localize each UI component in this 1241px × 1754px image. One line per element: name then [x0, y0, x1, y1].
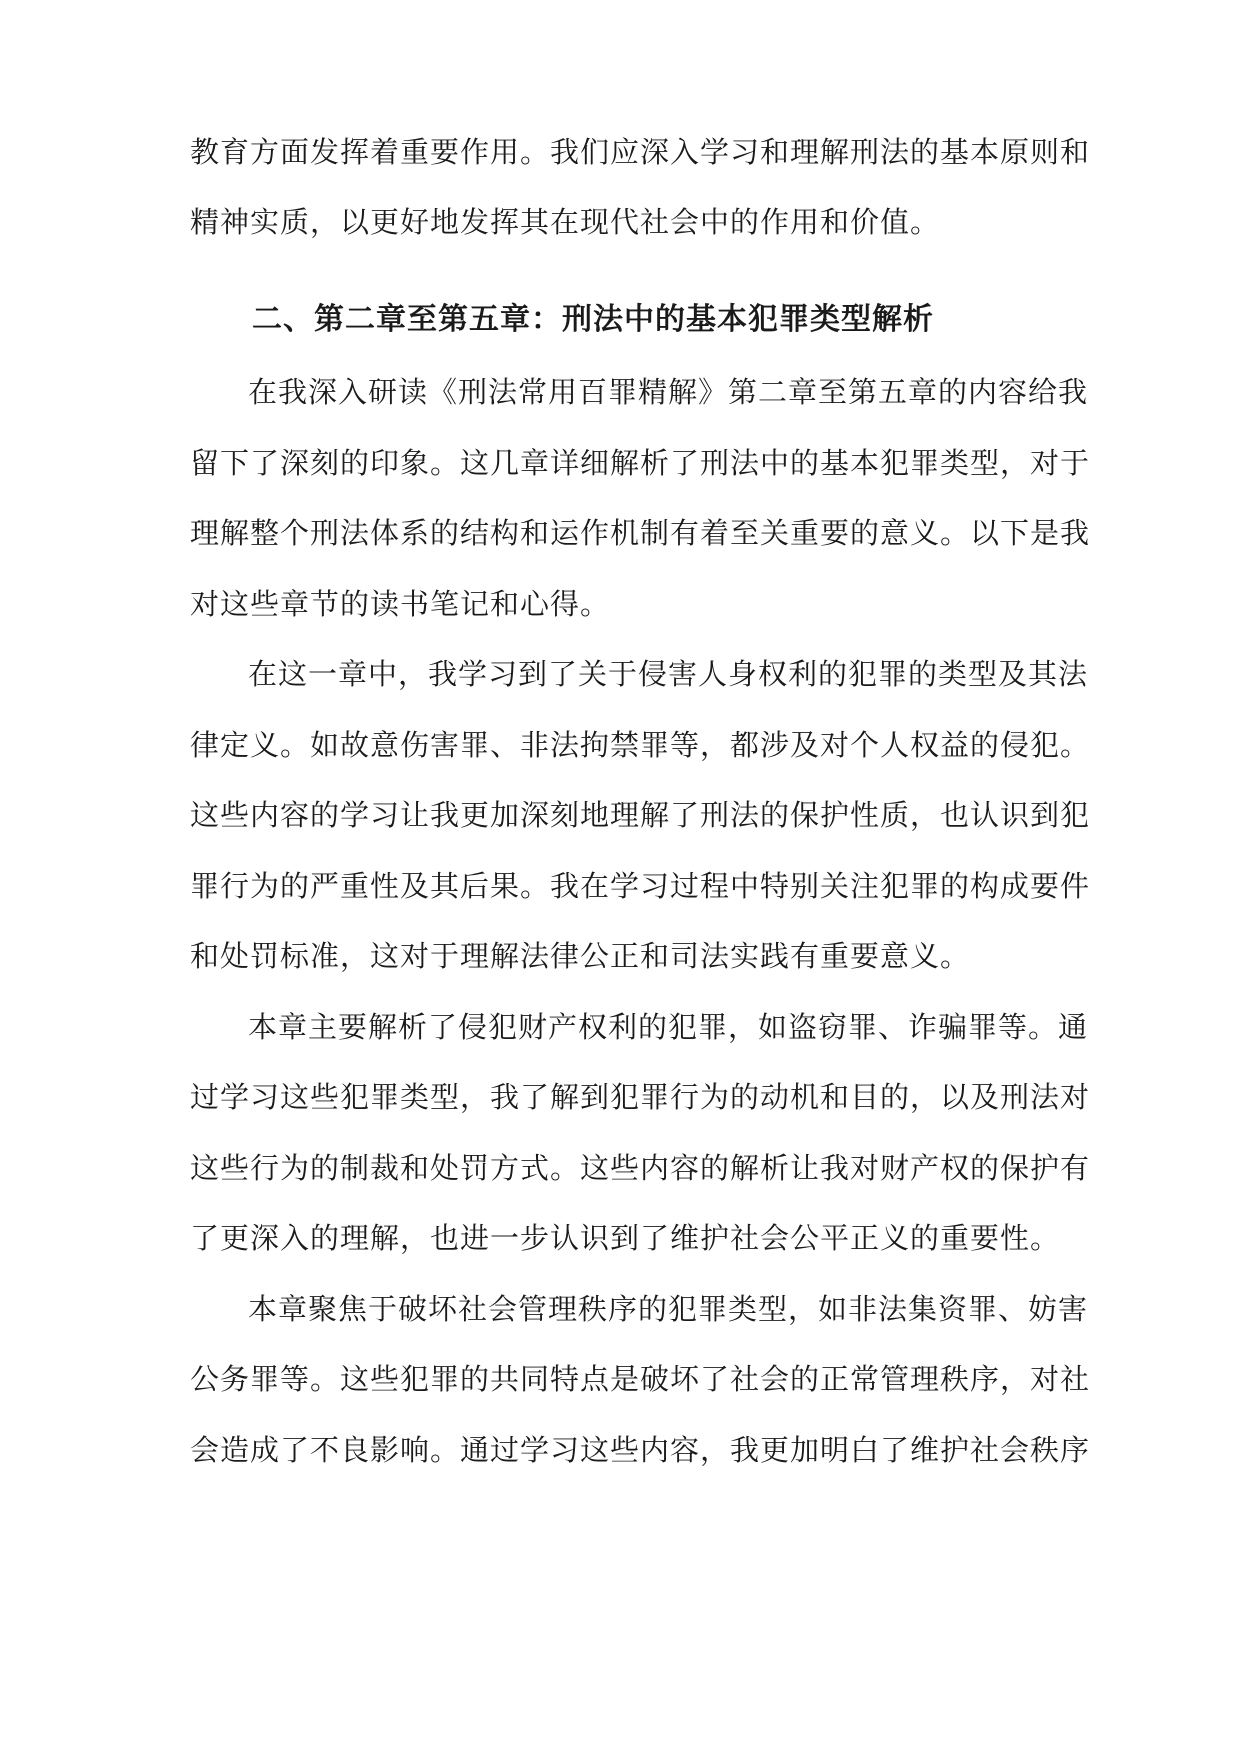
paragraph-line: 在我深入研读《刑法常用百罪精解》第二章至第五章的内容给我 — [248, 375, 1089, 409]
paragraph-line: 和处罚标准，这对于理解法律公正和司法实践有重要意义。 — [190, 939, 971, 973]
section-heading: 二、第二章至第五章：刑法中的基本犯罪类型解析 — [252, 302, 934, 337]
paragraph-line: 这些行为的制裁和处罚方式。这些内容的解析让我对财产权的保护有 — [190, 1151, 1091, 1185]
paragraph-line: 这些内容的学习让我更加深刻地理解了刑法的保护性质，也认识到犯 — [190, 798, 1091, 832]
text-line: 精神实质，以更好地发挥其在现代社会中的作用和价值。 — [190, 205, 941, 239]
paragraph-line: 罪行为的严重性及其后果。我在学习过程中特别关注犯罪的构成要件 — [190, 869, 1091, 903]
paragraph-line: 对这些章节的读书笔记和心得。 — [190, 587, 611, 621]
text-line: 教育方面发挥着重要作用。我们应深入学习和理解刑法的基本原则和 — [190, 135, 1091, 169]
paragraph-line: 理解整个刑法体系的结构和运作机制有着至关重要的意义。以下是我 — [190, 516, 1091, 550]
paragraph-line: 过学习这些犯罪类型，我了解到犯罪行为的动机和目的，以及刑法对 — [190, 1080, 1091, 1114]
paragraph-line: 本章主要解析了侵犯财产权利的犯罪，如盗窃罪、诈骗罪等。通 — [248, 1010, 1089, 1044]
paragraph-line: 公务罪等。这些犯罪的共同特点是破坏了社会的正常管理秩序，对社 — [190, 1362, 1091, 1396]
paragraph-line: 在这一章中，我学习到了关于侵害人身权利的犯罪的类型及其法 — [248, 657, 1089, 691]
paragraph-line: 本章聚焦于破坏社会管理秩序的犯罪类型，如非法集资罪、妨害 — [248, 1292, 1089, 1326]
paragraph-line: 了更深入的理解，也进一步认识到了维护社会公平正义的重要性。 — [190, 1221, 1061, 1255]
paragraph-line: 律定义。如故意伤害罪、非法拘禁罪等，都涉及对个人权益的侵犯。 — [190, 728, 1091, 762]
paragraph-line: 会造成了不良影响。通过学习这些内容，我更加明白了维护社会秩序 — [190, 1433, 1091, 1467]
paragraph-line: 留下了深刻的印象。这几章详细解析了刑法中的基本犯罪类型，对于 — [190, 446, 1091, 480]
